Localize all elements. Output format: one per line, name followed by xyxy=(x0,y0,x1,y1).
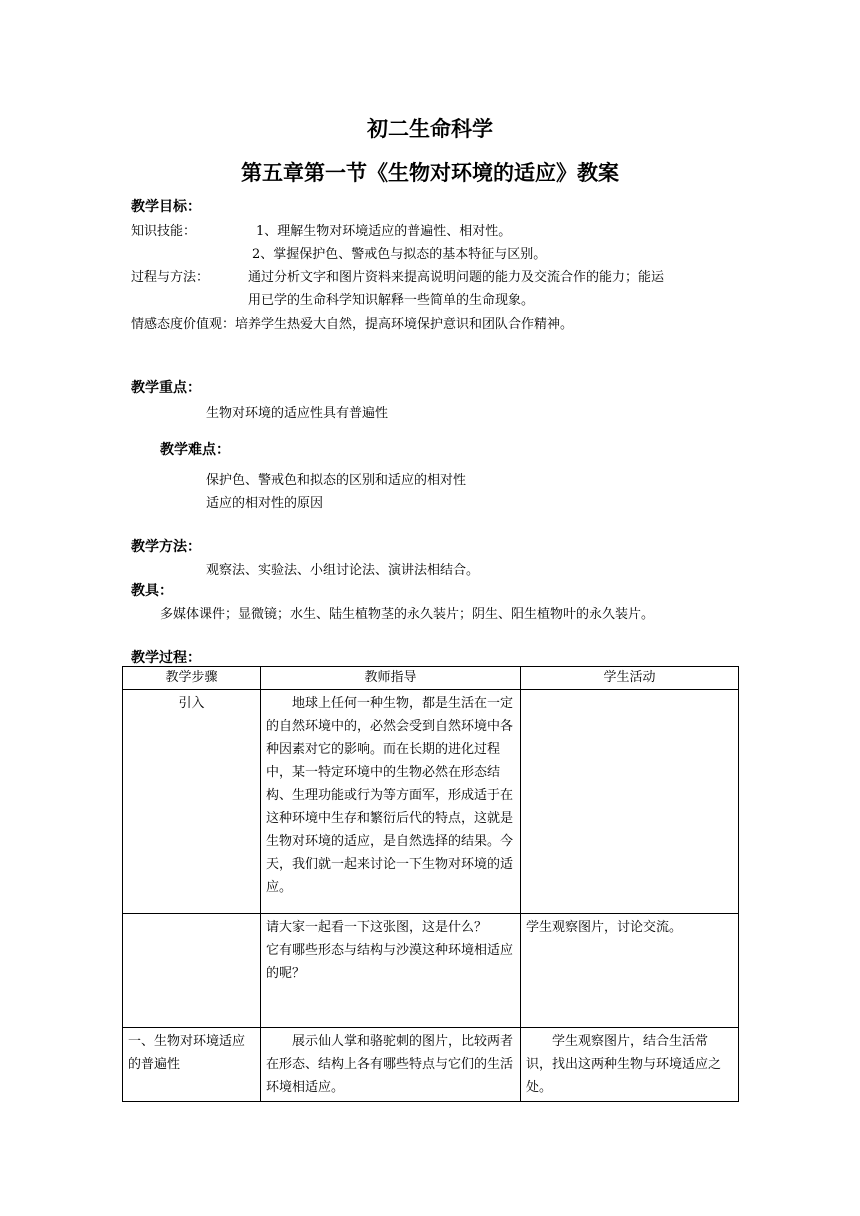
objectives-heading: 教学目标： xyxy=(131,199,201,215)
student-cell xyxy=(521,690,739,914)
table-header-row xyxy=(123,667,739,690)
difficulty-item-2: 适应的相对性的原因 xyxy=(206,496,324,511)
teacher-cell: 展示仙人掌和骆驼刺的图片，比较两者在形态、结构上各有哪些特点与它们的生活环境相适应。 xyxy=(261,1028,521,1102)
knowledge-item-1: 1、理解生物对环境适应的普遍性、相对性。 xyxy=(256,224,512,239)
table-row xyxy=(123,1028,739,1102)
process-label: 过程与方法： xyxy=(131,270,210,285)
step-cell: 一、生物对环境适应的普遍性 xyxy=(123,1028,261,1102)
process-heading: 教学过程： xyxy=(131,650,201,666)
process-line-2: 用已学的生命科学知识解释一些简单的生命现象。 xyxy=(248,293,535,308)
teacher-cell: 地球上任何一种生物，都是生活在一定的自然环境中的，必然会受到自然环境中各种因素对它的影响。而在长期的进化过程中，某一特定环境中的生物必然在形态结构、生理功能或行为等方面军，形成适于在这种环境中生存和繁衍后代的特点，这就是生物对环境的适应，是自然选择的结果。今天，我们就一起来讨论一下生物对环境的适应。 xyxy=(261,690,521,914)
teacher-question-1: 请大家一起看一下这张图，这是什么？ xyxy=(266,920,488,935)
step-cell: 引入 xyxy=(123,690,261,914)
tools-heading: 教具： xyxy=(131,583,173,599)
column-header-teacher: 教师指导 xyxy=(261,667,521,690)
difficulties-heading: 教学难点： xyxy=(160,442,230,458)
column-header-student: 学生活动 xyxy=(521,667,739,690)
methods-text: 观察法、实验法、小组讨论法、演讲法相结合。 xyxy=(206,563,480,578)
knowledge-item-2: 2、掌握保护色、警戒色与拟态的基本特征与区别。 xyxy=(252,247,547,262)
table-row xyxy=(123,914,739,1028)
attitude-text: 情感态度价值观：培养学生热爱大自然，提高环境保护意识和团队合作精神。 xyxy=(131,317,574,332)
step-cell xyxy=(123,914,261,1028)
difficulty-item-1: 保护色、警戒色和拟态的区别和适应的相对性 xyxy=(206,473,467,488)
table-row xyxy=(123,690,739,914)
student-cell: 学生观察图片，讨论交流。 xyxy=(521,914,739,1028)
teacher-cell xyxy=(261,914,521,1028)
key-points-heading: 教学重点： xyxy=(131,380,201,396)
lesson-title: 第五章第一节《生物对环境的适应》教案 xyxy=(241,160,619,185)
key-point-item: 生物对环境的适应性具有普遍性 xyxy=(206,406,389,421)
tools-text: 多媒体课件；显微镜；水生、陆生植物茎的永久装片；阴生、阳生植物叶的永久装片。 xyxy=(160,607,655,622)
student-cell: 学生观察图片，结合生活常识，找出这两种生物与环境适应之处。 xyxy=(521,1028,739,1102)
teacher-question-2: 它有哪些形态与结构与沙漠这种环境相适应的呢？ xyxy=(266,943,514,981)
knowledge-label: 知识技能： xyxy=(131,224,197,239)
lesson-process-table xyxy=(122,666,739,1102)
process-line-1: 通过分析文字和图片资料来提高说明问题的能力及交流合作的能力；能运 xyxy=(248,270,665,285)
subject-title: 初二生命科学 xyxy=(367,116,493,141)
column-header-step: 教学步骤 xyxy=(123,667,261,690)
methods-heading: 教学方法： xyxy=(131,539,201,555)
